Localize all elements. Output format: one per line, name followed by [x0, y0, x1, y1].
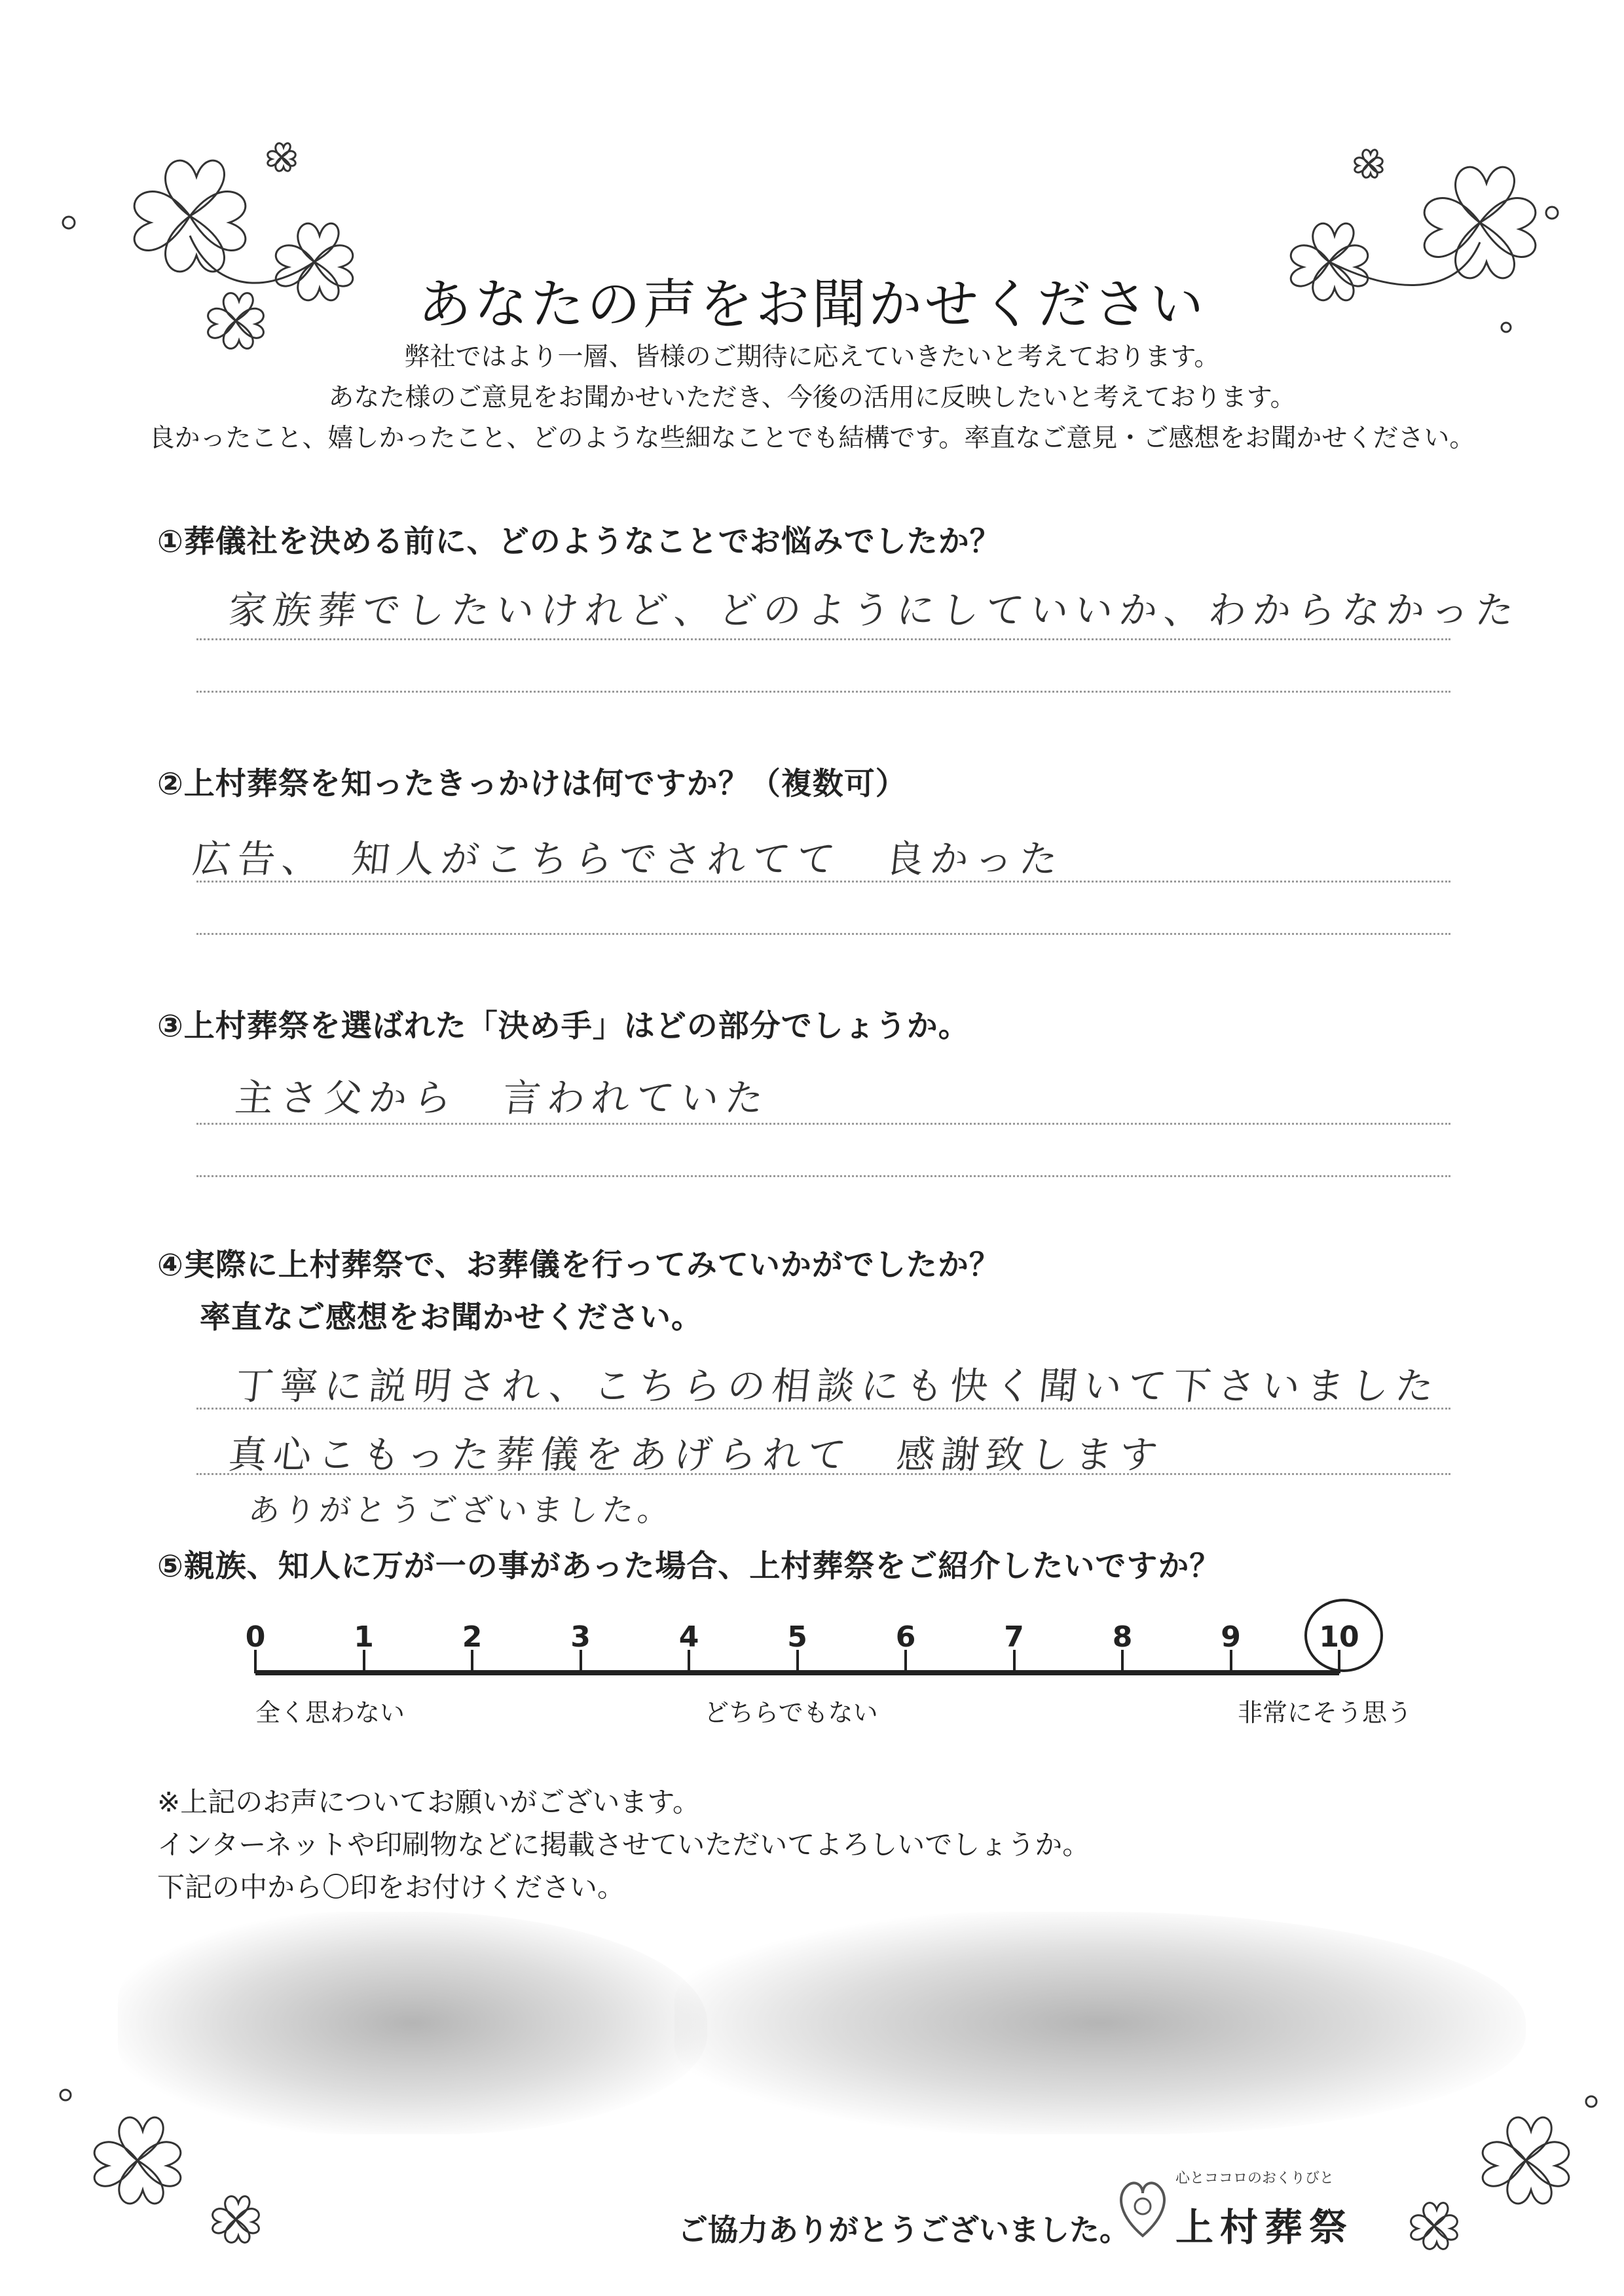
scale-number-4: 4 — [678, 1620, 699, 1654]
heart-logo-icon — [1113, 2170, 1172, 2242]
scale-number-6: 6 — [895, 1620, 916, 1654]
answer-line — [196, 1408, 1450, 1410]
note-line: ※上記のお声についてお願いがございます。 — [157, 1786, 700, 1818]
intro-line: 良かったこと、嬉しかったこと、どのような些細なことでも結構です。率直なご意見・ご感想をお聞かせください。 — [149, 424, 1475, 453]
answer-line — [196, 638, 1450, 640]
scale-number-1: 1 — [354, 1620, 374, 1654]
answer-line — [196, 881, 1450, 883]
question-2-answer: 広告、 知人がこちらでされてて 良かった — [190, 837, 1067, 881]
clover-decoration-bottom-right — [1375, 2062, 1611, 2272]
scale-high-label: 非常にそう思う — [1238, 1698, 1412, 1727]
answer-line — [196, 1175, 1450, 1177]
scale-low-label: 全く思わない — [255, 1698, 405, 1727]
question-4-answer-line-3: ありがとうございました。 — [246, 1492, 675, 1529]
page-title: あなたの声をお聞かせください — [417, 273, 1206, 336]
answer-line — [196, 1123, 1450, 1125]
logo-tagline: 心とココロのおくりびと — [1175, 2170, 1335, 2187]
question-1-label: ①葬儀社を決める前に、どのようなことでお悩みでしたか？ — [157, 524, 1001, 560]
scale-number-0: 0 — [245, 1620, 266, 1654]
note-line: 下記の中から〇印をお付けください。 — [157, 1871, 625, 1903]
intro-line: 弊社ではより一層、皆様のご期待に応えていきたいと考えております。 — [404, 342, 1220, 372]
answer-line — [196, 691, 1450, 693]
question-3-answer: 主さ父から 言われていた — [232, 1076, 773, 1120]
scale-number-9: 9 — [1221, 1620, 1241, 1654]
intro-text — [0, 337, 1624, 459]
scale-mid-label: どちらでもない — [704, 1698, 878, 1727]
scale-number-3: 3 — [570, 1620, 591, 1654]
question-5-label: ⑤親族、知人に万が一の事があった場合、上村葬祭をご紹介したいですか？ — [157, 1548, 1221, 1584]
question-4-answer-line-1: 丁寧に説明され、こちらの相談にも快く聞いて下さいました — [232, 1364, 1443, 1408]
question-4-sublabel: 率直なご感想をお聞かせください。 — [200, 1300, 703, 1336]
answer-line — [196, 1473, 1450, 1475]
scale-number-8: 8 — [1112, 1620, 1133, 1654]
scale-number-2: 2 — [462, 1620, 483, 1654]
question-4-answer-line-2: 真心こもった葬儀をあげられて 感謝致します — [226, 1432, 1167, 1477]
scale-number-7: 7 — [1004, 1620, 1024, 1654]
question-3-label: ③上村葬祭を選ばれた「決め手」はどの部分でしょうか。 — [157, 1008, 970, 1044]
company-logo-name: 上村葬祭 — [1175, 2205, 1354, 2250]
question-4-label: ④実際に上村葬祭で、お葬儀を行ってみていかがでしたか？ — [157, 1247, 1001, 1283]
answer-line — [196, 933, 1450, 935]
question-2-label: ②上村葬祭を知ったきっかけは何ですか？（複数可） — [157, 766, 907, 802]
scale-number-10: 10 — [1319, 1620, 1359, 1654]
clover-decoration-bottom-left — [52, 2062, 288, 2272]
question-1-answer: 家族葬でしたいけれど、どのようにしていいか、わからなかった — [226, 588, 1523, 632]
intro-line: あなた様のご意見をお聞かせいただき、今後の活用に反映したいと考えております。 — [328, 383, 1296, 412]
note-line: インターネットや印刷物などに掲載させていただいてよろしいでしょうか。 — [157, 1829, 1090, 1861]
thanks-message: ご協力ありがとうございました。 — [678, 2212, 1130, 2248]
scale-number-5: 5 — [787, 1620, 807, 1654]
